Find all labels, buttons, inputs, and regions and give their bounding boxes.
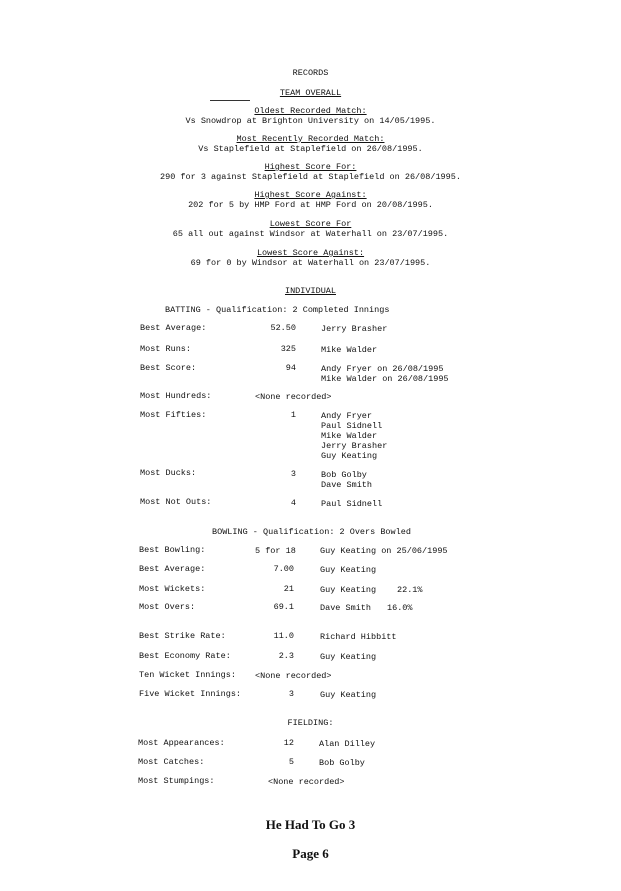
- bowling-name: Guy Keating: [320, 565, 377, 575]
- bowling-value: 2.3: [278, 651, 294, 661]
- team-record-value: 69 for 0 by Windsor at Waterhall on 23/07/1995.: [190, 258, 431, 268]
- bowling-value: 21: [283, 584, 294, 594]
- batting-label: Most Runs:: [140, 344, 192, 354]
- bowling-label: Five Wicket Innings:: [139, 689, 242, 699]
- batting-name: Jerry Brasher: [321, 324, 388, 334]
- page-number: Page 6: [292, 846, 329, 861]
- batting-name: Bob Golby: [321, 470, 367, 480]
- bowling-value: 11.0: [273, 631, 294, 641]
- fielding-value: <None recorded>: [268, 777, 345, 787]
- bowling-name: Guy Keating: [320, 690, 377, 700]
- batting-name: Dave Smith: [321, 480, 373, 490]
- batting-value: 94: [285, 363, 296, 373]
- batting-label: Best Average:: [140, 323, 207, 333]
- footer-title: He Had To Go 3: [265, 817, 356, 832]
- page-title: RECORDS: [292, 68, 329, 78]
- bowling-label: Ten Wicket Innings:: [139, 670, 236, 680]
- batting-value: 3: [290, 469, 296, 479]
- batting-name: Mike Walder: [321, 431, 378, 441]
- fielding-value: 12: [283, 738, 294, 748]
- team-record-label: Lowest Score Against:: [256, 248, 365, 258]
- bowling-value: <None recorded>: [255, 671, 332, 681]
- bowling-percent: 16.0%: [387, 603, 413, 613]
- bowling-label: Best Bowling:: [139, 545, 206, 555]
- team-record-label: Lowest Score For: [269, 219, 352, 229]
- batting-name: Andy Fryer on 26/08/1995: [321, 364, 444, 374]
- bowling-value: 7.00: [273, 564, 294, 574]
- bowling-label: Best Economy Rate:: [139, 651, 231, 661]
- batting-value: 52.50: [270, 323, 296, 333]
- team-record-label: Oldest Recorded Match:: [254, 106, 367, 116]
- scan-mark: [210, 100, 250, 101]
- fielding-label: Most Stumpings:: [138, 776, 215, 786]
- batting-label: Most Fifties:: [140, 410, 207, 420]
- batting-name: Paul Sidnell: [321, 499, 383, 509]
- batting-value: 1: [290, 410, 296, 420]
- team-overall-heading: TEAM OVERALL: [279, 88, 342, 98]
- fielding-name: Alan Dilley: [319, 739, 376, 749]
- fielding-heading: FIELDING:: [287, 718, 334, 728]
- team-record-value: 65 all out against Windsor at Waterhall on 23/07/1995.: [172, 229, 449, 239]
- bowling-percent: 22.1%: [397, 585, 423, 595]
- bowling-label: Best Strike Rate:: [139, 631, 226, 641]
- fielding-label: Most Catches:: [138, 757, 205, 767]
- bowling-name: Richard Hibbitt: [320, 632, 397, 642]
- batting-label: Most Ducks:: [140, 468, 197, 478]
- team-record-value: 202 for 5 by HMP Ford at HMP Ford on 20/08/1995.: [188, 200, 433, 210]
- team-record-label: Highest Score Against:: [254, 190, 367, 200]
- bowling-heading: BOWLING - Qualification: 2 Overs Bowled: [212, 527, 411, 537]
- bowling-label: Best Average:: [139, 564, 206, 574]
- batting-heading: BATTING - Qualification: 2 Completed Innings: [165, 305, 390, 315]
- bowling-name: Guy Keating: [320, 652, 377, 662]
- batting-value: 4: [290, 498, 296, 508]
- bowling-name: Guy Keating on 25/06/1995: [320, 546, 448, 556]
- batting-name: Jerry Brasher: [321, 441, 388, 451]
- team-record-label: Highest Score For:: [264, 162, 357, 172]
- fielding-value: 5: [288, 757, 294, 767]
- team-record-value: 290 for 3 against Staplefield at Staplefield on 26/08/1995.: [160, 172, 461, 182]
- bowling-label: Most Wickets:: [139, 584, 206, 594]
- batting-value: <None recorded>: [255, 392, 332, 402]
- batting-name: Mike Walder on 26/08/1995: [321, 374, 449, 384]
- batting-label: Most Not Outs:: [140, 497, 212, 507]
- team-record-value: Vs Staplefield at Staplefield on 26/08/1995.: [198, 144, 423, 154]
- team-record-value: Vs Snowdrop at Brighton University on 14/05/1995.: [185, 116, 436, 126]
- batting-label: Most Hundreds:: [140, 391, 212, 401]
- fielding-label: Most Appearances:: [138, 738, 225, 748]
- batting-name: Guy Keating: [321, 451, 378, 461]
- fielding-name: Bob Golby: [319, 758, 365, 768]
- batting-label: Best Score:: [140, 363, 197, 373]
- bowling-value: 69.1: [273, 602, 294, 612]
- batting-name: Andy Fryer: [321, 411, 373, 421]
- bowling-name: Guy Keating: [320, 585, 377, 595]
- team-record-label: Most Recently Recorded Match:: [236, 134, 385, 144]
- individual-heading: INDIVIDUAL: [284, 286, 336, 296]
- batting-name: Paul Sidnell: [321, 421, 383, 431]
- bowling-value: 5 for 18: [255, 546, 296, 556]
- batting-name: Mike Walder: [321, 345, 378, 355]
- bowling-value: 3: [288, 689, 294, 699]
- bowling-label: Most Overs:: [139, 602, 196, 612]
- batting-value: 325: [280, 344, 296, 354]
- bowling-name: Dave Smith: [320, 603, 372, 613]
